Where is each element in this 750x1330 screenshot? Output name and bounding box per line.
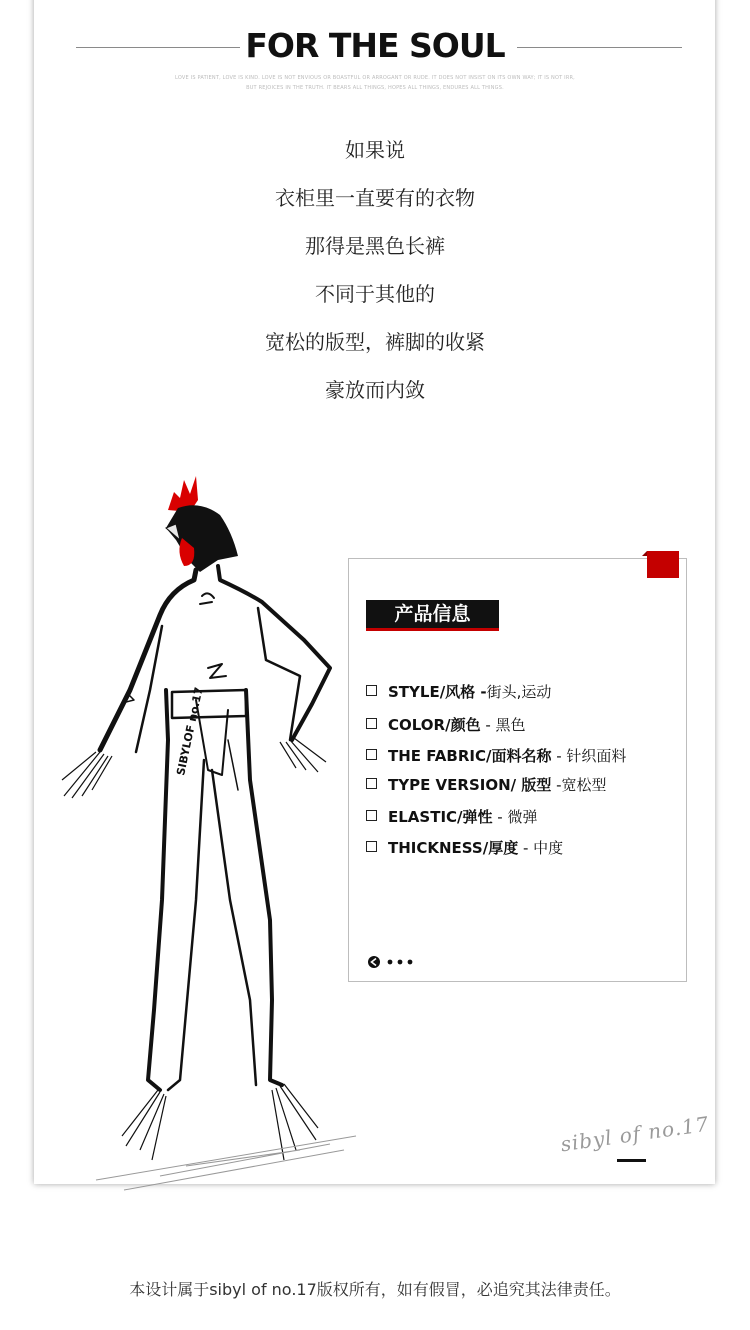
header-subtitle-2: BUT REJOICES IN THE TRUTH. IT BEARS ALL THINGS, HOPES ALL THINGS, ENDURES ALL THINGS. (246, 85, 504, 91)
poem-line-4: 不同于其他的 (315, 282, 435, 306)
red-flag (647, 551, 679, 578)
spec-type-version (366, 774, 607, 795)
poem-line-5: 宽松的版型，裤脚的收紧 (265, 330, 485, 354)
spec-value: - 针织面料 (551, 747, 627, 765)
rooster-head (166, 505, 238, 572)
fashion-illustration (55, 470, 365, 1200)
checkbox-icon (366, 841, 377, 852)
spec-value: 街头,运动 (486, 683, 552, 701)
spec-thickness (366, 837, 563, 858)
spec-color (366, 714, 526, 735)
spec-key: THE FABRIC/面料名称 (388, 747, 552, 765)
checkbox-icon (366, 778, 377, 789)
spec-key: TYPE VERSION/ 版型 (388, 776, 552, 794)
spec-value: - 黑色 (480, 716, 526, 734)
checkbox-icon (366, 810, 377, 821)
poem-line-3: 那得是黑色长裤 (305, 234, 445, 258)
signature-text: sibyl of no.17 (559, 1111, 711, 1157)
checkbox-icon (366, 718, 377, 729)
spec-key: ELASTIC/弹性 (388, 808, 493, 826)
spec-value: -宽松型 (551, 776, 607, 794)
spec-fabric (366, 745, 626, 766)
poem-line-1: 如果说 (345, 138, 405, 162)
header-subtitle-1: LOVE IS PATIENT, LOVE IS KIND. LOVE IS NOT ENVIOUS OR BOASTFUL OR ARROGANT OR RUDE. IT DOES NOT INSIST ON ITS OWN WAY; IT IS NOT IRR, (175, 75, 575, 81)
signature-underline (617, 1159, 646, 1162)
spec-key: THICKNESS/厚度 (388, 839, 519, 857)
spec-value: - 微弹 (492, 808, 538, 826)
spec-key: STYLE/风格 - (388, 683, 487, 701)
share-dots-icon (367, 955, 419, 969)
checkbox-icon (366, 749, 377, 760)
poem-line-2: 衣柜里一直要有的衣物 (275, 186, 475, 210)
belt-text: SIBYLOF no.17 (174, 685, 206, 777)
spec-style (366, 681, 551, 702)
product-info-title: 产品信息 (366, 600, 499, 628)
spec-value: - 中度 (518, 839, 564, 857)
spec-elastic (366, 806, 537, 827)
checkbox-icon (366, 685, 377, 696)
poem-line-6: 豪放而内敛 (325, 378, 425, 402)
page-title: FOR THE SOUL (245, 26, 505, 65)
spec-key: COLOR/颜色 (388, 716, 481, 734)
product-info-title-underline (366, 628, 499, 631)
copyright-notice: 本设计属于sibyl of no.17版权所有，如有假冒，必追究其法律责任。 (129, 1280, 621, 1299)
